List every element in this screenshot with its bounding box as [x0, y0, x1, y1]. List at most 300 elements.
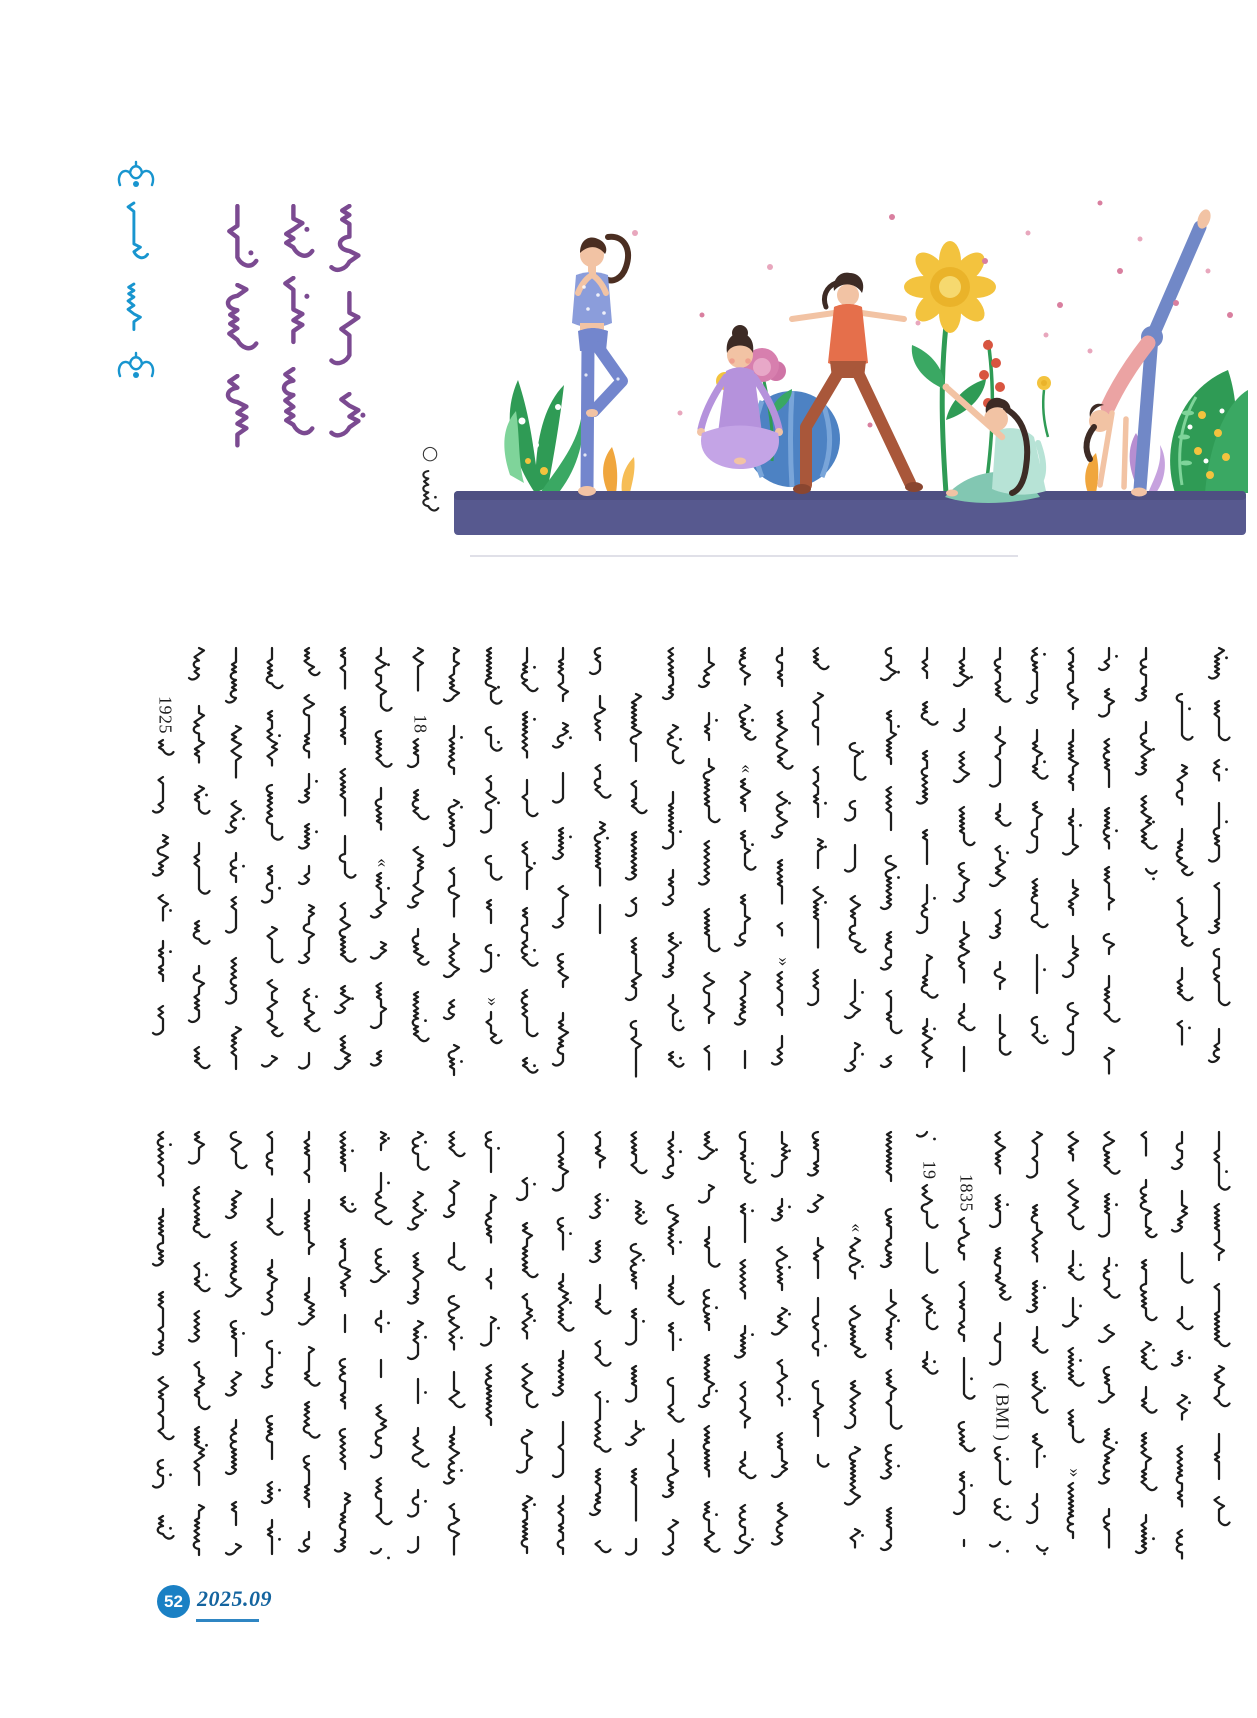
- inline-token: »: [1065, 1468, 1086, 1479]
- pseudo-word-glyph: [696, 711, 726, 748]
- pseudo-word-glyph: [150, 939, 180, 995]
- pseudo-word-glyph: [296, 1530, 326, 1567]
- pseudo-word-glyph: [623, 1419, 653, 1460]
- text-column: [987, 646, 1017, 1068]
- inline-token: 1925: [155, 696, 176, 734]
- pseudo-word-glyph: [951, 707, 981, 743]
- text-column: [987, 1130, 1017, 1572]
- pseudo-word-glyph: [914, 953, 944, 1007]
- pseudo-word-glyph: [478, 1130, 508, 1182]
- pseudo-word-glyph: [223, 895, 253, 947]
- pseudo-word-glyph: [842, 741, 872, 790]
- pseudo-word-glyph: [332, 984, 362, 1025]
- pseudo-word-glyph: [296, 1198, 326, 1266]
- text-column: [259, 1130, 289, 1573]
- pseudo-word-glyph: [1024, 728, 1054, 790]
- pseudo-word-glyph: [259, 646, 289, 699]
- pseudo-word-glyph: [987, 1246, 1017, 1315]
- pseudo-word-glyph: [878, 854, 908, 920]
- pseudo-word-glyph: [514, 710, 544, 768]
- pseudo-word-glyph: [223, 646, 253, 715]
- pseudo-word-glyph: [150, 1375, 180, 1450]
- pseudo-word-glyph: [478, 1010, 508, 1054]
- pseudo-word-glyph: [478, 1267, 508, 1304]
- text-column: [660, 1130, 690, 1574]
- pseudo-word-glyph: [1169, 1251, 1199, 1294]
- text-column: [441, 1130, 471, 1578]
- pseudo-word-glyph: [1133, 1340, 1163, 1377]
- pseudo-word-glyph: [259, 1414, 289, 1469]
- pseudo-word-glyph: [478, 1363, 508, 1436]
- pseudo-word-glyph: [842, 1304, 872, 1368]
- pseudo-word-glyph: [478, 1315, 508, 1356]
- title-column: [268, 204, 326, 452]
- pseudo-word-glyph: [696, 1044, 726, 1083]
- text-column: [842, 1220, 872, 1566]
- pseudo-word-glyph: [878, 1506, 908, 1563]
- pseudo-word-glyph: [987, 908, 1017, 951]
- pseudo-word-glyph: [1096, 1427, 1126, 1496]
- text-column: [550, 646, 580, 1082]
- pseudo-word-glyph: [296, 1276, 326, 1336]
- pseudo-word-glyph: [296, 903, 326, 978]
- pseudo-word-glyph: [1206, 646, 1236, 689]
- pseudo-word-glyph: [214, 204, 268, 283]
- inline-token: «: [737, 764, 758, 775]
- text-column: [441, 646, 471, 1094]
- pseudo-word-glyph: [1133, 1130, 1163, 1168]
- text-column: [332, 646, 362, 1094]
- text-column: [1133, 646, 1163, 894]
- pseudo-word-glyph: [914, 1293, 944, 1345]
- pseudo-word-glyph: [223, 1418, 253, 1490]
- pseudo-word-glyph: [769, 1197, 799, 1236]
- pseudo-word-glyph: [1060, 1481, 1090, 1552]
- text-column: [405, 1130, 435, 1579]
- pseudo-word-glyph: [732, 1258, 762, 1312]
- pseudo-word-glyph: [186, 1261, 216, 1303]
- pseudo-word-glyph: [1169, 896, 1199, 960]
- pseudo-word-glyph: [623, 1467, 653, 1527]
- pseudo-word-glyph: [223, 1130, 253, 1181]
- text-column: [223, 1130, 253, 1578]
- pseudo-word-glyph: [805, 691, 835, 757]
- pseudo-word-glyph: [1060, 1130, 1090, 1168]
- pseudo-word-glyph: [878, 1054, 908, 1083]
- pseudo-word-glyph: [951, 750, 981, 796]
- pseudo-word-glyph: [951, 920, 981, 995]
- pseudo-word-glyph: [1206, 699, 1236, 752]
- pseudo-word-glyph: [623, 779, 653, 825]
- pseudo-word-glyph: [769, 1130, 799, 1186]
- pseudo-word-glyph: [150, 775, 180, 824]
- text-column: [1096, 646, 1126, 1092]
- pseudo-word-glyph: [805, 837, 835, 876]
- text-column: [1169, 692, 1199, 1070]
- pseudo-word-glyph: [332, 1357, 362, 1417]
- text-column: [186, 646, 216, 1093]
- pseudo-word-glyph: [587, 694, 617, 753]
- pseudo-word-glyph: [441, 1425, 471, 1495]
- pseudo-word-glyph: [550, 771, 580, 817]
- pseudo-word-glyph: [1206, 1282, 1236, 1354]
- pseudo-word-glyph: [296, 646, 326, 688]
- pseudo-word-glyph: [842, 1445, 872, 1517]
- pseudo-word-glyph: [660, 868, 690, 921]
- pseudo-word-glyph: [1169, 1305, 1199, 1344]
- text-column: [623, 692, 653, 1089]
- pseudo-word-glyph: [550, 1130, 580, 1204]
- pseudo-word-glyph: [1206, 801, 1236, 869]
- pseudo-word-glyph: [951, 805, 981, 856]
- footer-underline: [196, 1619, 259, 1622]
- pseudo-word-glyph: [987, 1013, 1017, 1061]
- text-column: [914, 1130, 944, 1398]
- pseudo-word-glyph: [514, 1056, 544, 1083]
- pseudo-word-glyph: [405, 1535, 435, 1569]
- pseudo-word-glyph: [186, 841, 216, 908]
- inline-token: »: [483, 997, 504, 1007]
- pseudo-word-glyph: [1133, 794, 1163, 859]
- pseudo-word-glyph: [1206, 1202, 1236, 1274]
- pseudo-word-glyph: [1096, 1256, 1126, 1312]
- pseudo-word-glyph: [878, 1443, 908, 1495]
- pseudo-word-glyph: [186, 646, 216, 692]
- pseudo-word-glyph: [732, 1324, 762, 1372]
- pseudo-word-glyph: [914, 1017, 944, 1077]
- text-column: [732, 1130, 762, 1578]
- pseudo-word-glyph: [1024, 1370, 1054, 1426]
- pseudo-word-glyph: [1060, 1001, 1090, 1064]
- pseudo-word-glyph: [660, 1050, 690, 1083]
- pseudo-word-glyph: [296, 1130, 326, 1193]
- pseudo-word-glyph: [186, 964, 216, 1035]
- pseudo-word-glyph: [514, 1221, 544, 1285]
- pseudo-word-glyph: [769, 1358, 799, 1421]
- pseudo-word-glyph: [186, 1045, 216, 1083]
- pseudo-word-glyph: [805, 1236, 835, 1288]
- pseudo-word-glyph: [550, 721, 580, 760]
- pseudo-word-glyph: [223, 1240, 253, 1309]
- pseudo-word-glyph: [951, 1538, 981, 1559]
- pseudo-word-glyph: [1133, 720, 1163, 789]
- pseudo-word-glyph: [660, 931, 690, 986]
- pseudo-word-glyph: [842, 799, 872, 837]
- pseudo-word-glyph: [150, 833, 180, 887]
- pseudo-word-glyph: [987, 844, 1017, 899]
- pseudo-word-glyph: [186, 704, 216, 774]
- pseudo-word-glyph: [769, 1306, 799, 1347]
- text-column: [878, 646, 908, 1092]
- pseudo-word-glyph: [332, 646, 362, 696]
- pseudo-word-glyph: [878, 930, 908, 979]
- pseudo-word-glyph: [514, 988, 544, 1047]
- pseudo-word-glyph: [223, 1025, 253, 1082]
- pseudo-word-glyph: [914, 700, 944, 741]
- pseudo-word-glyph: [368, 1403, 398, 1470]
- text-column: [696, 1130, 726, 1573]
- pseudo-word-glyph: [660, 1203, 690, 1265]
- text-column: [368, 1130, 398, 1577]
- pseudo-word-glyph: [914, 828, 944, 877]
- pseudo-word-glyph: [441, 1294, 471, 1361]
- pseudo-word-glyph: [1133, 1431, 1163, 1502]
- text-column: [514, 1176, 544, 1570]
- pseudo-word-glyph: [478, 943, 508, 982]
- pseudo-word-glyph: [259, 925, 289, 972]
- pseudo-word-glyph: [1206, 1495, 1236, 1532]
- pseudo-word-glyph: [326, 392, 380, 464]
- pseudo-word-glyph: [550, 826, 580, 874]
- pseudo-word-glyph: [623, 1307, 653, 1355]
- pseudo-word-glyph: [1169, 1019, 1199, 1058]
- text-column: [259, 646, 289, 1089]
- yoga-illustration: [440, 175, 1250, 535]
- text-column: [332, 1130, 362, 1571]
- pseudo-word-glyph: [951, 1356, 981, 1409]
- pseudo-word-glyph: [623, 1537, 653, 1566]
- pseudo-word-glyph: [914, 1350, 944, 1387]
- pseudo-word-glyph: [1206, 1027, 1236, 1078]
- pseudo-word-glyph: [878, 1368, 908, 1437]
- pseudo-word-glyph: [587, 763, 617, 811]
- text-column: [1206, 646, 1236, 1086]
- pseudo-word-glyph: [478, 898, 508, 934]
- pseudo-word-glyph: [769, 790, 799, 851]
- pseudo-word-glyph: [878, 1288, 908, 1359]
- pseudo-word-glyph: [514, 778, 544, 833]
- pseudo-word-glyph: [1206, 1432, 1236, 1486]
- inline-token: 1835: [956, 1174, 977, 1212]
- pseudo-word-glyph: [878, 646, 908, 697]
- pseudo-word-glyph: [259, 1054, 289, 1081]
- inline-token: «: [373, 858, 394, 868]
- pseudo-word-glyph: [587, 646, 617, 686]
- bush-right: [1170, 370, 1248, 493]
- pseudo-word-glyph: [987, 1321, 1017, 1374]
- pseudo-word-glyph: [587, 1283, 617, 1328]
- pseudo-word-glyph: [878, 709, 908, 774]
- pseudo-word-glyph: [186, 1130, 216, 1178]
- pseudo-word-glyph: [732, 1450, 762, 1492]
- pseudo-word-glyph: [878, 989, 908, 1047]
- pseudo-word-glyph: [587, 1192, 617, 1232]
- pseudo-word-glyph: [259, 1197, 289, 1248]
- text-column: [732, 646, 762, 1087]
- pseudo-word-glyph: [951, 1216, 981, 1271]
- pseudo-word-glyph: [405, 646, 435, 700]
- pseudo-word-glyph: [270, 276, 324, 367]
- pseudo-word-glyph: [805, 1296, 835, 1369]
- pseudo-word-glyph: [623, 1019, 653, 1081]
- pseudo-word-glyph: [842, 1527, 872, 1559]
- pseudo-word-glyph: [805, 646, 835, 679]
- pseudo-word-glyph: [1024, 877, 1054, 941]
- text-column: [914, 646, 944, 1084]
- text-column: [1024, 646, 1054, 1068]
- pseudo-word-glyph: [259, 709, 289, 775]
- pseudo-word-glyph: [368, 871, 398, 930]
- pseudo-word-glyph: [1060, 878, 1090, 927]
- pseudo-word-glyph: [1096, 932, 1126, 964]
- pseudo-word-glyph: [660, 1321, 690, 1364]
- pseudo-word-glyph: [660, 1274, 690, 1316]
- ornament-icon: [116, 160, 156, 192]
- text-column: [587, 646, 617, 954]
- pseudo-word-glyph: [951, 1470, 981, 1529]
- pseudo-word-glyph: [878, 785, 908, 844]
- title-column: [324, 204, 382, 464]
- pseudo-word-glyph: [1024, 1203, 1054, 1273]
- pseudo-word-glyph: [1096, 646, 1126, 681]
- pseudo-word-glyph: [550, 1216, 580, 1263]
- pseudo-word-glyph: [296, 1400, 326, 1449]
- pseudo-word-glyph: [587, 1339, 617, 1378]
- pseudo-word-glyph: [150, 1290, 180, 1365]
- figure-warrior-pose: [792, 273, 923, 494]
- pseudo-word-glyph: [214, 283, 268, 374]
- pseudo-word-glyph: [696, 1225, 726, 1281]
- text-column: [1060, 646, 1090, 1074]
- pseudo-word-glyph: [259, 783, 289, 856]
- pseudo-word-glyph: [1169, 966, 1199, 1011]
- pseudo-word-glyph: [259, 978, 289, 1048]
- pseudo-word-glyph: [1060, 1296, 1090, 1340]
- pseudo-word-glyph: [223, 1189, 253, 1229]
- pseudo-word-glyph: [441, 1179, 471, 1231]
- figure-meditation: [697, 325, 783, 469]
- pseudo-word-glyph: [259, 1480, 289, 1512]
- pseudo-word-glyph: [259, 1130, 289, 1186]
- pseudo-word-glyph: [368, 1309, 398, 1346]
- inline-token: «: [847, 1223, 868, 1233]
- pseudo-word-glyph: [1096, 1365, 1126, 1419]
- pseudo-word-glyph: [914, 646, 944, 693]
- pseudo-word-glyph: [441, 932, 471, 993]
- pseudo-word-glyph: [326, 204, 380, 291]
- pseudo-word-glyph: [259, 864, 289, 913]
- pseudo-word-glyph: [186, 1185, 216, 1251]
- pseudo-word-glyph: [623, 830, 653, 889]
- text-column: [587, 1130, 617, 1580]
- pseudo-word-glyph: [987, 1193, 1017, 1234]
- pseudo-word-glyph: [186, 919, 216, 953]
- pseudo-word-glyph: [842, 1236, 872, 1293]
- pseudo-word-glyph: [805, 765, 835, 830]
- pseudo-word-glyph: [1133, 867, 1163, 887]
- pseudo-word-glyph: [805, 968, 835, 1019]
- pseudo-word-glyph: [1024, 1325, 1054, 1360]
- pseudo-word-glyph: [514, 1176, 544, 1212]
- pseudo-word-glyph: [732, 1380, 762, 1443]
- pseudo-word-glyph: [623, 936, 653, 1010]
- pseudo-word-glyph: [1060, 1408, 1090, 1456]
- pseudo-word-glyph: [514, 840, 544, 896]
- pseudo-word-glyph: [150, 893, 180, 933]
- pseudo-word-glyph: [478, 646, 508, 719]
- pseudo-word-glyph: [332, 1195, 362, 1227]
- pseudo-word-glyph: [1096, 1130, 1126, 1185]
- pseudo-word-glyph: [732, 1503, 762, 1567]
- text-column: [1096, 1130, 1126, 1565]
- pseudo-word-glyph: [1133, 646, 1163, 708]
- pseudo-word-glyph: [623, 1242, 653, 1295]
- pseudo-word-glyph: [732, 777, 762, 822]
- pseudo-word-glyph: [805, 1193, 835, 1228]
- pseudo-word-glyph: [842, 978, 872, 1034]
- text-column: [296, 1130, 326, 1575]
- pseudo-word-glyph: [1024, 1130, 1054, 1192]
- pseudo-word-glyph: [441, 866, 471, 926]
- pseudo-word-glyph: [368, 1358, 398, 1392]
- pseudo-word-glyph: [296, 1345, 326, 1393]
- pseudo-word-glyph: [696, 1353, 726, 1419]
- pseudo-word-glyph: [951, 861, 981, 915]
- pseudo-word-glyph: [441, 724, 471, 789]
- pseudo-word-glyph: [441, 1370, 471, 1419]
- pseudo-word-glyph: [117, 282, 156, 342]
- text-column: [878, 1130, 908, 1568]
- pseudo-word-glyph: [150, 1207, 180, 1280]
- pseudo-word-glyph: [587, 820, 617, 893]
- figure-tree-pose: [572, 237, 628, 496]
- pseudo-word-glyph: [842, 1379, 872, 1439]
- pseudo-word-glyph: [1024, 1544, 1054, 1567]
- pseudo-word-glyph: [1096, 865, 1126, 925]
- pseudo-word-glyph: [441, 1241, 471, 1286]
- pseudo-word-glyph: [842, 894, 872, 968]
- pseudo-word-glyph: [405, 737, 435, 779]
- inline-token: ( BMI ): [992, 1382, 1013, 1442]
- author-circle-marker: ○: [421, 442, 439, 464]
- pseudo-word-glyph: [368, 646, 398, 718]
- pseudo-word-glyph: [769, 1501, 799, 1556]
- pseudo-word-glyph: [550, 1272, 580, 1342]
- pseudo-word-glyph: [951, 646, 981, 699]
- section-banner: [113, 160, 159, 383]
- pseudo-word-glyph: [405, 1426, 435, 1477]
- ornament-icon: [116, 351, 156, 383]
- pseudo-word-glyph: [769, 1034, 799, 1076]
- pseudo-word-glyph: [186, 1360, 216, 1420]
- pseudo-word-glyph: [441, 646, 471, 716]
- pseudo-word-glyph: [270, 367, 324, 452]
- pseudo-word-glyph: [1060, 1346, 1090, 1396]
- text-column: [769, 646, 799, 1086]
- text-column: [1206, 1130, 1236, 1543]
- pseudo-word-glyph: [987, 725, 1017, 797]
- pseudo-word-glyph: [405, 845, 435, 920]
- pseudo-word-glyph: [623, 1364, 653, 1412]
- pseudo-word-glyph: [1024, 1015, 1054, 1059]
- pseudo-word-glyph: [405, 1377, 435, 1417]
- pseudo-word-glyph: [1024, 646, 1054, 719]
- pseudo-word-glyph: [332, 834, 362, 890]
- pseudo-word-glyph: [769, 1245, 799, 1296]
- text-column: [150, 1130, 180, 1566]
- pseudo-word-glyph: [223, 1542, 253, 1566]
- pseudo-word-glyph: [1169, 1528, 1199, 1568]
- pseudo-word-glyph: [987, 1130, 1017, 1186]
- pseudo-word-glyph: [1060, 807, 1090, 870]
- pseudo-word-glyph: [660, 1130, 690, 1194]
- pseudo-word-glyph: [805, 1130, 835, 1184]
- pseudo-word-glyph: [696, 839, 726, 900]
- pseudo-word-glyph: [150, 1514, 180, 1555]
- pseudo-word-glyph: [660, 723, 690, 780]
- inline-token: 19: [919, 1160, 940, 1180]
- text-column: [223, 646, 253, 1093]
